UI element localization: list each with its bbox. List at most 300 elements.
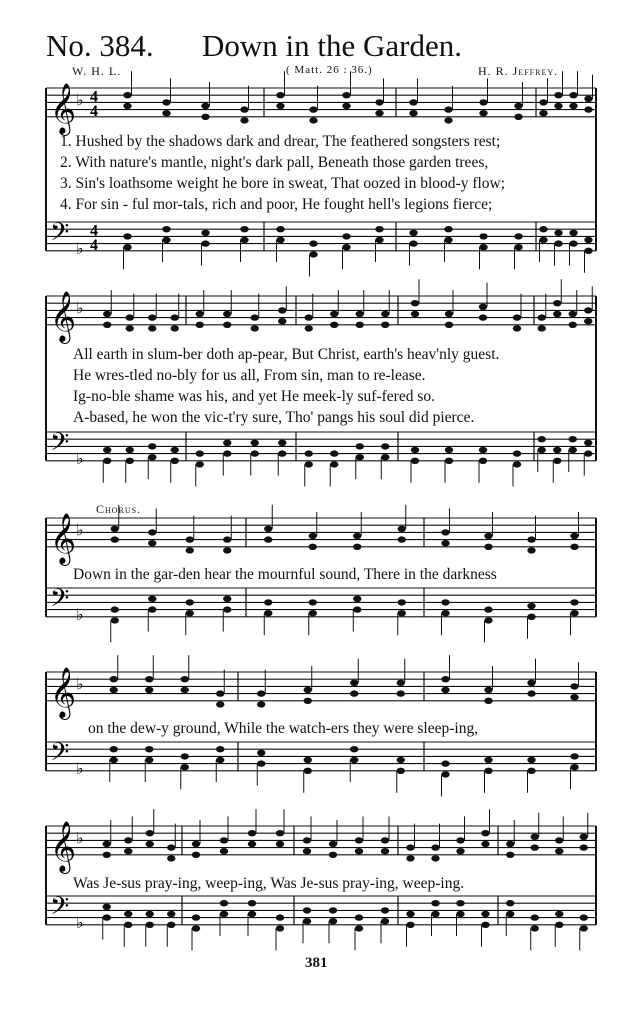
chorus-line-1: Down in the gar-den hear the mournful sound, There in the darkness: [73, 566, 497, 583]
treble-note: [353, 533, 361, 539]
bass-note: [514, 233, 522, 239]
bass-note: [330, 450, 338, 456]
bass-note: [555, 911, 563, 917]
treble-note: [441, 540, 449, 546]
bass-note: [397, 757, 405, 763]
treble-note: [342, 92, 350, 98]
treble-note: [305, 314, 313, 320]
bass-note: [554, 230, 562, 236]
time-signature: 4: [90, 222, 98, 240]
treble-note: [479, 110, 487, 116]
treble-note: [481, 841, 489, 847]
bass-note: [145, 746, 153, 752]
treble-note: [309, 106, 317, 112]
bass-clef-icon: 𝄢: [50, 218, 70, 254]
verse-1-line-1: 1. Hushed by the shadows dark and drear, The feathered songsters rest;: [60, 133, 501, 150]
bass-note: [406, 922, 414, 928]
flat-icon: ♭: [76, 758, 84, 778]
treble-note: [555, 837, 563, 843]
bass-note: [103, 458, 111, 464]
bass-note: [342, 244, 350, 250]
bass-note: [196, 450, 204, 456]
treble-note: [276, 841, 284, 847]
treble-note: [538, 314, 546, 320]
treble-note: [506, 841, 514, 847]
bass-note: [553, 458, 561, 464]
bass-note: [305, 450, 313, 456]
treble-note: [350, 680, 358, 686]
treble-note: [103, 311, 111, 317]
verse-2-line-1: 2. With nature's mantle, night's dark pall, Beneath those garden trees,: [60, 154, 489, 171]
treble-note: [264, 536, 272, 542]
bass-note: [398, 599, 406, 605]
bass-note: [186, 610, 194, 616]
bass-note: [570, 764, 578, 770]
bass-note: [124, 922, 132, 928]
treble-note: [248, 830, 256, 836]
treble-note: [553, 311, 561, 317]
bass-note: [484, 617, 492, 623]
bass-note: [431, 911, 439, 917]
bass-note: [350, 746, 358, 752]
bass-note: [569, 447, 577, 453]
bass-note: [531, 925, 539, 931]
treble-note: [531, 834, 539, 840]
bass-note: [276, 914, 284, 920]
bass-note: [513, 461, 521, 467]
verse-3-line-1: 3. Sin's loathsome weight he bore in sweat, That oozed in blood-y flow;: [60, 175, 506, 192]
treble-note: [554, 103, 562, 109]
bass-note: [569, 436, 577, 442]
treble-note: [441, 687, 449, 693]
treble-note: [276, 830, 284, 836]
treble-note: [278, 318, 286, 324]
treble-note: [445, 322, 453, 328]
flat-icon: ♭: [76, 828, 84, 848]
bass-note: [355, 914, 363, 920]
treble-note: [381, 322, 389, 328]
treble-note: [309, 544, 317, 550]
treble-note: [580, 834, 588, 840]
page-number: 381: [305, 955, 328, 971]
treble-note: [148, 325, 156, 331]
bass-note: [162, 237, 170, 243]
treble-note: [248, 841, 256, 847]
bass-note: [240, 237, 248, 243]
treble-note: [456, 848, 464, 854]
treble-note: [555, 848, 563, 854]
treble-note: [223, 547, 231, 553]
bass-note: [398, 610, 406, 616]
bass-note: [441, 599, 449, 605]
verse-4-line-2: A-based, he won the vic-t'ry sure, Tho' pangs his soul did pierce.: [73, 409, 475, 426]
bass-note: [406, 911, 414, 917]
bass-note: [409, 230, 417, 236]
bass-note: [148, 454, 156, 460]
bass-note: [309, 240, 317, 246]
bass-note: [584, 237, 592, 243]
bass-note: [481, 911, 489, 917]
bass-note: [103, 914, 111, 920]
bass-note: [148, 596, 156, 602]
bass-note: [192, 914, 200, 920]
treble-note: [441, 529, 449, 535]
treble-note: [527, 690, 535, 696]
treble-note: [527, 536, 535, 542]
bass-clef-icon: 𝄢: [50, 428, 70, 464]
bass-note: [111, 617, 119, 623]
bass-note: [411, 447, 419, 453]
treble-note: [584, 307, 592, 313]
bass-note: [353, 606, 361, 612]
treble-note: [216, 701, 224, 707]
bass-note: [146, 922, 154, 928]
bass-note: [484, 757, 492, 763]
flat-icon: ♭: [76, 298, 84, 318]
bass-note: [196, 461, 204, 467]
treble-note: [329, 841, 337, 847]
treble-note: [148, 314, 156, 320]
treble-note: [444, 117, 452, 123]
treble-note: [514, 103, 522, 109]
treble-note: [570, 533, 578, 539]
treble-note: [192, 852, 200, 858]
bass-note: [186, 599, 194, 605]
time-signature: 4: [90, 88, 98, 106]
treble-note: [123, 103, 131, 109]
treble-note: [445, 311, 453, 317]
bass-note: [126, 458, 134, 464]
treble-note: [484, 698, 492, 704]
chorus-label: Chorus.: [96, 502, 142, 516]
treble-note: [181, 676, 189, 682]
treble-note: [353, 544, 361, 550]
treble-note: [406, 844, 414, 850]
treble-note: [513, 325, 521, 331]
treble-note: [223, 536, 231, 542]
bass-note: [569, 240, 577, 246]
treble-note: [196, 311, 204, 317]
composer: H. R. Jeffrey.: [478, 64, 559, 78]
treble-note: [580, 844, 588, 850]
hymn-title: Down in the Garden.: [202, 28, 462, 63]
bass-note: [278, 440, 286, 446]
treble-note: [411, 300, 419, 306]
bass-note: [580, 925, 588, 931]
treble-note: [441, 676, 449, 682]
treble-note: [103, 841, 111, 847]
treble-note: [148, 540, 156, 546]
bass-note: [431, 900, 439, 906]
bass-note: [124, 911, 132, 917]
bass-note: [110, 757, 118, 763]
treble-note: [110, 687, 118, 693]
bass-note: [257, 760, 265, 766]
treble-note: [276, 103, 284, 109]
bass-note: [569, 230, 577, 236]
time-signature: 4: [90, 236, 98, 254]
treble-note: [375, 110, 383, 116]
treble-clef-icon: 𝄞: [50, 82, 77, 134]
bass-note: [303, 918, 311, 924]
bass-note: [167, 911, 175, 917]
bass-note: [171, 458, 179, 464]
treble-note: [479, 304, 487, 310]
treble-note: [111, 536, 119, 542]
treble-note: [330, 322, 338, 328]
treble-note: [356, 311, 364, 317]
bass-note: [539, 226, 547, 232]
treble-note: [305, 325, 313, 331]
chorus-line-2: on the dew-y ground, While the watch-ers they were sleep-ing,: [88, 720, 479, 737]
bass-note: [103, 904, 111, 910]
treble-note: [148, 529, 156, 535]
bass-note: [381, 443, 389, 449]
treble-note: [584, 318, 592, 324]
treble-note: [309, 533, 317, 539]
bass-note: [309, 610, 317, 616]
treble-clef-icon: 𝄞: [50, 666, 77, 718]
bass-note: [555, 922, 563, 928]
bass-note: [444, 237, 452, 243]
scripture-reference: ( Matt. 26 : 36.): [286, 64, 373, 76]
bass-note: [103, 447, 111, 453]
bass-note: [251, 450, 259, 456]
flat-icon: ♭: [76, 238, 84, 258]
treble-note: [223, 311, 231, 317]
bass-note: [251, 440, 259, 446]
bass-note: [411, 458, 419, 464]
treble-note: [329, 852, 337, 858]
treble-note: [406, 855, 414, 861]
treble-note: [181, 687, 189, 693]
treble-note: [111, 526, 119, 532]
treble-note: [103, 322, 111, 328]
treble-clef-icon: 𝄞: [50, 820, 77, 872]
flat-icon: ♭: [76, 448, 84, 468]
treble-note: [553, 300, 561, 306]
treble-note: [240, 117, 248, 123]
bass-note: [264, 610, 272, 616]
treble-note: [381, 848, 389, 854]
bass-note: [145, 757, 153, 763]
bass-note: [216, 757, 224, 763]
bass-note: [240, 226, 248, 232]
bass-note: [375, 237, 383, 243]
bass-note: [445, 447, 453, 453]
flat-icon: ♭: [76, 912, 84, 932]
bass-note: [304, 768, 312, 774]
bass-note: [111, 606, 119, 612]
treble-note: [303, 837, 311, 843]
treble-note: [570, 683, 578, 689]
treble-note: [411, 311, 419, 317]
treble-note: [146, 830, 154, 836]
bass-note: [484, 606, 492, 612]
treble-note: [123, 92, 131, 98]
bass-note: [126, 447, 134, 453]
treble-note: [146, 841, 154, 847]
bass-note: [309, 251, 317, 257]
bass-note: [220, 911, 228, 917]
treble-note: [223, 322, 231, 328]
bass-note: [580, 914, 588, 920]
treble-note: [276, 92, 284, 98]
treble-note: [350, 690, 358, 696]
treble-note: [251, 325, 259, 331]
treble-note: [381, 311, 389, 317]
bass-note: [146, 911, 154, 917]
bass-note: [527, 603, 535, 609]
treble-note: [569, 311, 577, 317]
bass-note: [216, 746, 224, 752]
treble-note: [355, 848, 363, 854]
treble-note: [531, 844, 539, 850]
bass-note: [538, 447, 546, 453]
bass-note: [309, 599, 317, 605]
lyricist: W. H. L.: [72, 64, 122, 78]
bass-note: [167, 922, 175, 928]
bass-note: [148, 606, 156, 612]
treble-note: [456, 837, 464, 843]
treble-note: [397, 680, 405, 686]
bass-note: [527, 768, 535, 774]
treble-note: [398, 526, 406, 532]
treble-note: [527, 547, 535, 553]
treble-note: [569, 92, 577, 98]
bass-note: [527, 757, 535, 763]
bass-note: [554, 240, 562, 246]
bass-note: [570, 599, 578, 605]
bass-note: [506, 911, 514, 917]
bass-note: [538, 436, 546, 442]
treble-note: [192, 841, 200, 847]
bass-note: [570, 753, 578, 759]
bass-note: [220, 900, 228, 906]
treble-note: [355, 837, 363, 843]
treble-note: [397, 690, 405, 696]
treble-note: [431, 844, 439, 850]
bass-note: [162, 226, 170, 232]
treble-note: [186, 547, 194, 553]
treble-note: [145, 676, 153, 682]
bass-note: [264, 599, 272, 605]
bass-note: [356, 454, 364, 460]
treble-note: [444, 106, 452, 112]
bass-note: [441, 771, 449, 777]
treble-note: [171, 325, 179, 331]
treble-note: [538, 325, 546, 331]
treble-note: [171, 314, 179, 320]
bass-note: [441, 610, 449, 616]
bass-note: [479, 233, 487, 239]
treble-note: [409, 99, 417, 105]
bass-note: [456, 900, 464, 906]
treble-note: [103, 852, 111, 858]
treble-note: [303, 848, 311, 854]
bass-note: [539, 237, 547, 243]
treble-note: [201, 114, 209, 120]
treble-note: [539, 110, 547, 116]
bass-note: [305, 461, 313, 467]
treble-note: [309, 117, 317, 123]
treble-note: [481, 830, 489, 836]
treble-note: [569, 103, 577, 109]
bass-note: [276, 237, 284, 243]
bass-note: [171, 447, 179, 453]
bass-note: [506, 900, 514, 906]
treble-note: [570, 544, 578, 550]
treble-note: [251, 314, 259, 320]
bass-note: [479, 458, 487, 464]
treble-note: [479, 314, 487, 320]
bass-note: [330, 461, 338, 467]
treble-note: [342, 103, 350, 109]
treble-note: [124, 837, 132, 843]
bass-note: [441, 760, 449, 766]
bass-note: [570, 610, 578, 616]
verse-3-line-2: Ig-no-ble shame was his, and yet He meek-ly suf-fered so.: [73, 388, 435, 405]
treble-clef-icon: 𝄞: [50, 290, 77, 342]
time-signature: 4: [90, 102, 98, 120]
treble-note: [375, 99, 383, 105]
treble-note: [514, 114, 522, 120]
bass-note: [553, 447, 561, 453]
bass-note: [397, 768, 405, 774]
bass-clef-icon: 𝄢: [50, 584, 70, 620]
treble-note: [584, 96, 592, 102]
bass-note: [355, 925, 363, 931]
treble-note: [124, 848, 132, 854]
bass-note: [456, 911, 464, 917]
bass-note: [584, 450, 592, 456]
bass-note: [123, 244, 131, 250]
treble-note: [257, 690, 265, 696]
bass-note: [223, 450, 231, 456]
flat-icon: ♭: [76, 604, 84, 624]
treble-note: [162, 99, 170, 105]
bass-note: [123, 233, 131, 239]
treble-note: [278, 307, 286, 313]
treble-note: [381, 837, 389, 843]
bass-note: [409, 240, 417, 246]
treble-note: [201, 103, 209, 109]
bass-note: [329, 918, 337, 924]
treble-note: [126, 314, 134, 320]
bass-note: [257, 750, 265, 756]
treble-note: [484, 544, 492, 550]
bass-note: [276, 226, 284, 232]
bass-note: [350, 757, 358, 763]
bass-note: [248, 911, 256, 917]
treble-note: [569, 322, 577, 328]
verse-2-line-2: He wres-tled no-bly for us all, From sin, man to re-lease.: [73, 367, 426, 384]
treble-note: [539, 99, 547, 105]
treble-note: [484, 687, 492, 693]
treble-note: [506, 852, 514, 858]
treble-note: [162, 110, 170, 116]
chorus-line-3: Was Je-sus pray-ing, weep-ing, Was Je-sus pray-ing, weep-ing.: [73, 875, 465, 892]
treble-note: [356, 322, 364, 328]
bass-clef-icon: 𝄢: [50, 892, 70, 928]
verse-1-line-2: All earth in slum-ber doth ap-pear, But Christ, earth's heav'nly guest.: [73, 346, 500, 363]
bass-note: [342, 233, 350, 239]
bass-note: [481, 922, 489, 928]
bass-note: [527, 614, 535, 620]
treble-note: [527, 680, 535, 686]
bass-clef-icon: 𝄢: [50, 738, 70, 774]
treble-note: [110, 676, 118, 682]
